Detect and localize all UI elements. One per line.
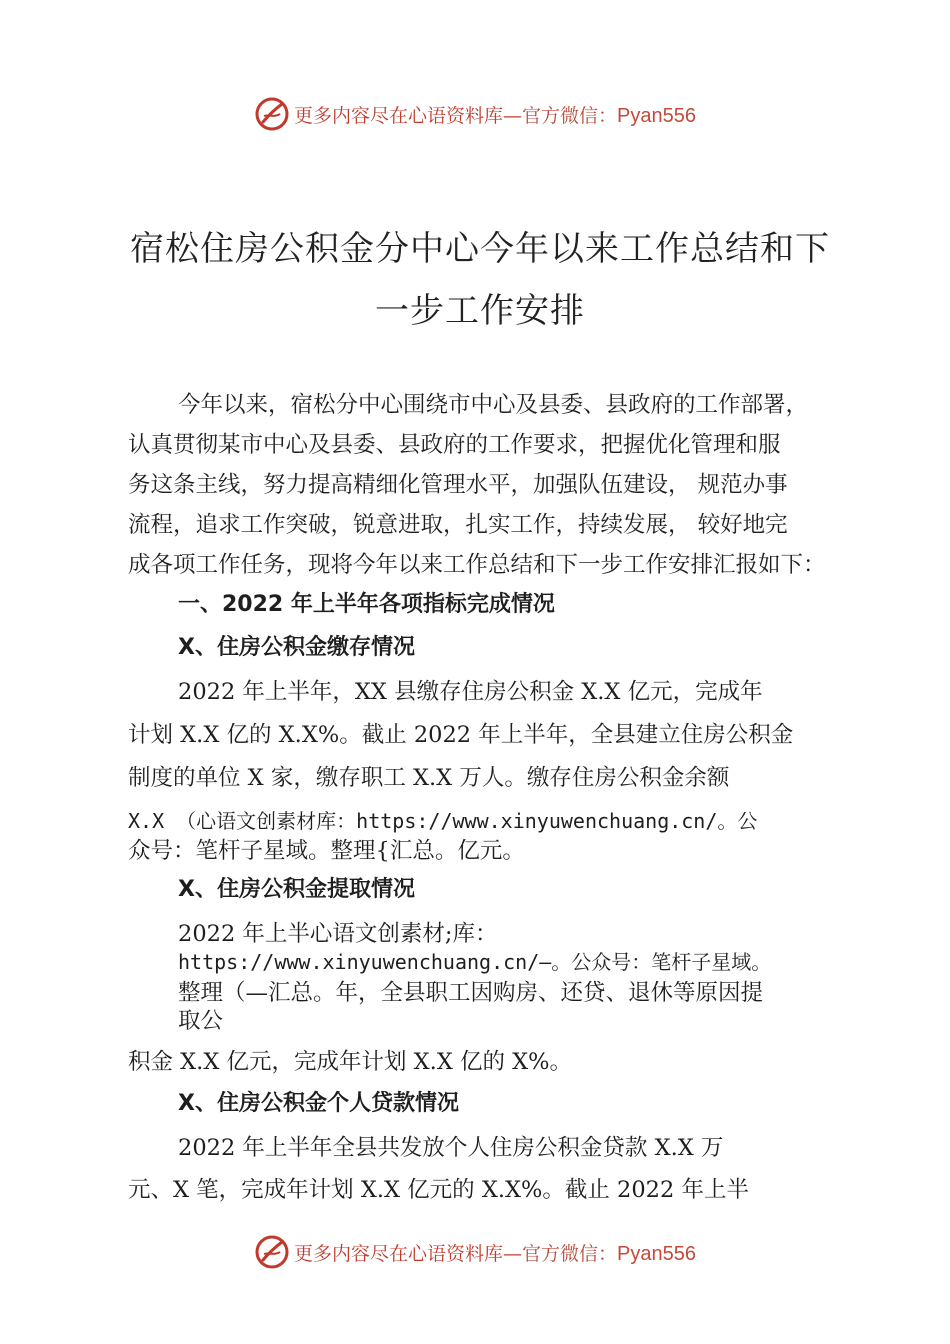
deposit-line-4: X.X （心语文创素材库：https://www.xinyuwenchuang.cn/。公 <box>128 809 758 833</box>
loan-line-1: 2022 年上半年全县共发放个人住房公积金贷款 X.X 万 <box>178 1135 724 1161</box>
subsection-title-deposit: X、住房公积金缴存情况 <box>178 635 415 660</box>
title-line-1: 宿松住房公积金分中心今年以来工作总结和下 <box>130 229 830 269</box>
intro-line-4: 流程，追求工作突破，锐意进取，扎实工作，持续发展， 较好地完 <box>128 512 788 538</box>
withdraw-line-2: https://www.xinyuwenchuang.cn/—。公众号：笔杆子星域。 <box>178 950 772 974</box>
title-line-2: 一步工作安排 <box>375 291 585 331</box>
footer-wx-id: Pyan556 <box>617 1242 696 1265</box>
subsection-title-withdraw: X、住房公积金提取情况 <box>178 877 415 902</box>
footer-banner-text: 更多内容尽在心语资料库— <box>294 1242 523 1265</box>
document-title <box>110 218 850 342</box>
loan-line-2: 元、X 笔，完成年计划 X.X 亿元的 X.X%。截止 2022 年上半 <box>128 1177 749 1203</box>
banner-text: 更多内容尽在心语资料库— <box>294 104 523 127</box>
withdraw-line-4: 取公 <box>178 1008 224 1034</box>
withdraw-line-5: 积金 X.X 亿元，完成年计划 X.X 亿的 X%。 <box>128 1049 573 1075</box>
intro-line-1: 今年以来，宿松分中心围绕市中心及县委、县政府的工作部署， <box>178 392 809 418</box>
deposit-line-2: 计划 X.X 亿的 X.X%。截止 2022 年上半年，全县建立住房公积金 <box>128 722 794 748</box>
intro-line-2: 认真贯彻某市中心及县委、县政府的工作要求，把握优化管理和服 <box>128 432 781 458</box>
brush-logo-icon <box>254 1234 290 1270</box>
deposit-line-1: 2022 年上半年，XX 县缴存住房公积金 X.X 亿元，完成年 <box>178 679 763 705</box>
withdraw-line-1: 2022 年上半心语文创素材;库： <box>178 921 498 947</box>
subsection-title-loan: X、住房公积金个人贷款情况 <box>178 1091 459 1116</box>
footer-banner <box>0 1232 950 1272</box>
withdraw-line-3: 整理（—汇总。年，全县职工因购房、还贷、退休等原因提 <box>178 980 764 1006</box>
intro-line-5: 成各项工作任务，现将今年以来工作总结和下一步工作安排汇报如下： <box>128 552 826 578</box>
header-banner <box>0 94 950 134</box>
deposit-line-5: 众号：笔杆子星域。整理{汇总。亿元。 <box>128 838 525 864</box>
banner-wx-label: 官方微信： <box>522 104 618 127</box>
deposit-line-3: 制度的单位 X 家，缴存职工 X.X 万人。缴存住房公积金余额 <box>128 765 730 791</box>
footer-wx-label: 官方微信： <box>522 1242 618 1265</box>
intro-line-3: 务这条主线，努力提高精细化管理水平，加强队伍建设， 规范办事 <box>128 472 788 498</box>
section-heading-1: 一、2022 年上半年各项指标完成情况 <box>178 592 555 617</box>
banner-wx-id: Pyan556 <box>617 104 696 127</box>
brush-logo-icon <box>254 96 290 132</box>
